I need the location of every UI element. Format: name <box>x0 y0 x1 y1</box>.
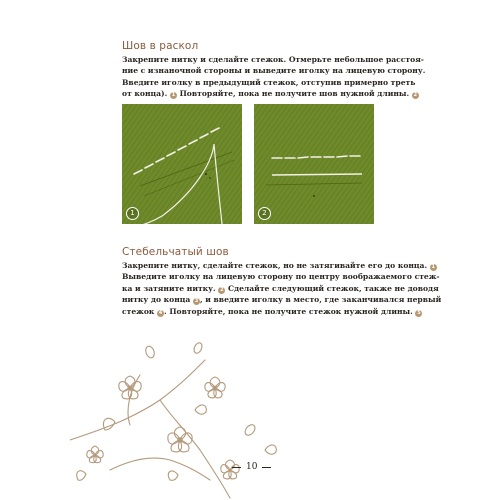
photo-split-stitch-step-2 <box>254 104 374 224</box>
paragraph-line <box>122 77 416 88</box>
stem-stitch-paragraph <box>122 260 442 317</box>
paragraph-line <box>122 260 436 271</box>
photo-step-badge: 1 <box>126 207 139 220</box>
floral-illustration <box>70 330 300 500</box>
step-number-badge: 4 <box>158 309 163 316</box>
paragraph-line-text: Повторяйте, пока не получите шов нужной длины. <box>176 89 410 99</box>
section-title-split-stitch: Шов в раскол <box>122 40 199 52</box>
paragraph-line-text: Закрепите нитку, сделайте стежок, но не затягивайте его до конца. <box>122 261 428 270</box>
step-number-badge: 5 <box>417 309 421 316</box>
step-number-badge: 1 <box>431 264 436 270</box>
page-number-dash-left <box>232 467 241 468</box>
paragraph-line <box>122 271 440 282</box>
page-number-value: 10 <box>246 462 258 472</box>
paragraph-line <box>122 88 418 99</box>
step-number-badge: 3 <box>194 298 199 305</box>
split-stitch-paragraph <box>122 54 426 100</box>
paragraph-line <box>122 54 424 65</box>
paragraph-line-text: нитку до конца <box>122 295 191 305</box>
paragraph-line-text: Выведите иголку на лицевую сторону по центру воображаемого стеж- <box>122 272 440 282</box>
step-number-badge: 1 <box>171 92 176 99</box>
paragraph-line-text: Закрепите нитку и сделайте стежок. Отмерьте небольшое расстоя- <box>122 55 424 64</box>
paragraph-line <box>122 306 421 317</box>
photo-step-badge: 2 <box>258 207 271 220</box>
page-number <box>232 462 271 472</box>
paragraph-line-text: ка и затяните нитку. <box>122 283 216 293</box>
paragraph-line-text: стежок <box>122 306 155 316</box>
page-number-dash-right <box>262 467 271 468</box>
paragraph-line-text: , и введите иголку в место, где заканчивался первый <box>199 295 442 305</box>
paragraph-line <box>122 294 442 305</box>
paragraph-line-text: от конца). <box>122 89 168 99</box>
paragraph-line-text: ние с изнаночной стороны и выведите иголку на лицевую сторону. <box>122 66 426 76</box>
paragraph-line-text: Сделайте следующий стежок, также не доводя <box>225 283 439 293</box>
paragraph-line <box>122 65 426 76</box>
photo-split-stitch-step-1 <box>122 104 242 224</box>
paragraph-line <box>122 283 439 294</box>
step-number-badge: 2 <box>220 286 224 293</box>
paragraph-line-text: Введите иголку в предыдущий стежок, отступив примерно треть <box>122 77 416 87</box>
section-title-stem-stitch: Стебельчатый шов <box>122 246 229 258</box>
paragraph-line-text: . Повторяйте, пока не получите стежок нужной длины. <box>164 306 413 316</box>
step-number-badge: 2 <box>413 92 418 99</box>
